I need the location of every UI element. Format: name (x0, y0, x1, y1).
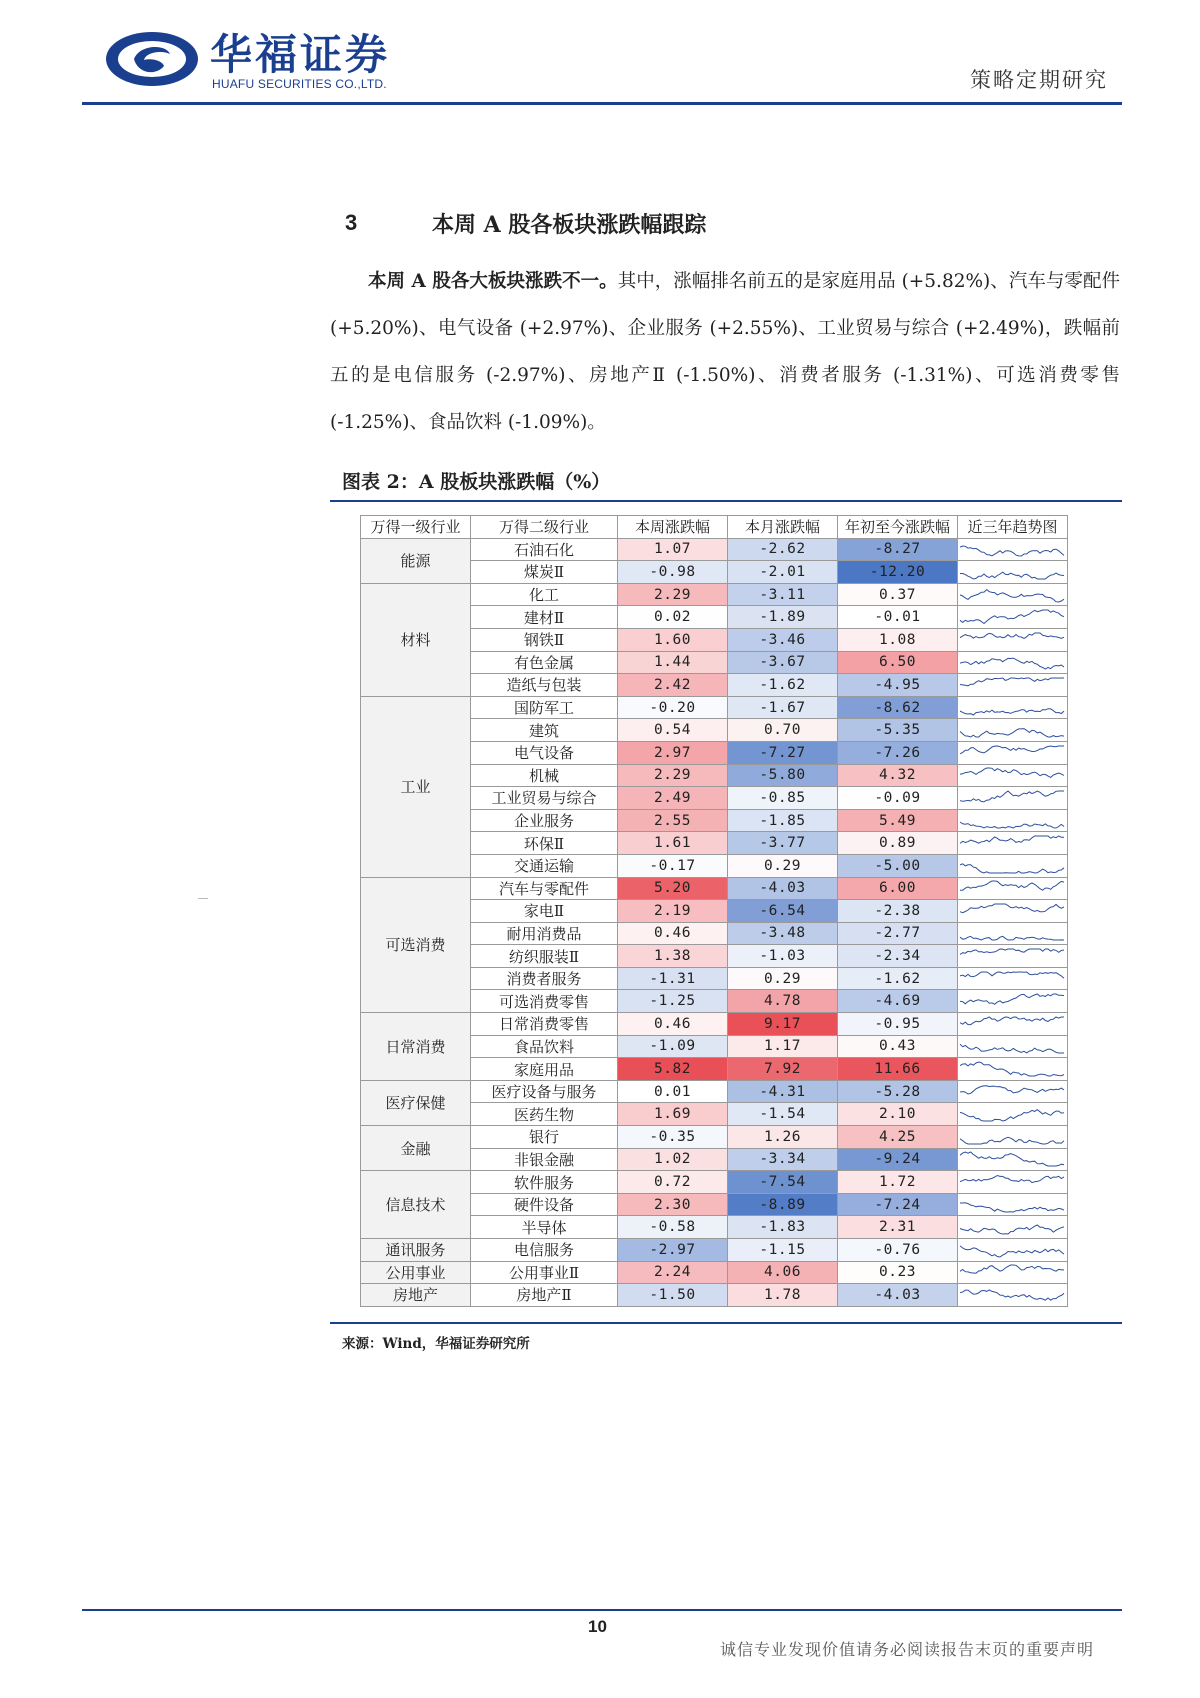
table-row (361, 1239, 1068, 1262)
ytd-change-cell: -2.38 (838, 900, 958, 923)
footer-disclaimer: 诚信专业发现价值请务必阅读报告末页的重要声明 (720, 1640, 1095, 1659)
ytd-change-cell: -4.95 (838, 674, 958, 697)
level1-industry-cell: 金融 (361, 1126, 471, 1171)
month-change-cell: -4.31 (728, 1080, 838, 1103)
week-change-cell: 5.82 (618, 1058, 728, 1081)
level2-industry-cell: 可选消费零售 (471, 990, 618, 1013)
column-header: 近三年趋势图 (958, 516, 1068, 539)
level2-industry-cell: 企业服务 (471, 809, 618, 832)
month-change-cell: -1.62 (728, 674, 838, 697)
ytd-change-cell: 2.10 (838, 1103, 958, 1126)
month-change-cell: 0.70 (728, 719, 838, 742)
table-row (361, 1126, 1068, 1149)
week-change-cell: 2.30 (618, 1193, 728, 1216)
ytd-change-cell: -12.20 (838, 561, 958, 584)
week-change-cell: -0.20 (618, 696, 728, 719)
three-year-trend-sparkline (958, 1103, 1068, 1126)
ytd-change-cell: -9.24 (838, 1148, 958, 1171)
week-change-cell: -0.98 (618, 561, 728, 584)
month-change-cell: -3.34 (728, 1148, 838, 1171)
level2-industry-cell: 日常消费零售 (471, 1013, 618, 1036)
month-change-cell: -0.85 (728, 787, 838, 810)
level2-industry-cell: 消费者服务 (471, 967, 618, 990)
level2-industry-cell: 半导体 (471, 1216, 618, 1239)
week-change-cell: 0.02 (618, 606, 728, 629)
ytd-change-cell: 6.50 (838, 651, 958, 674)
level2-industry-cell: 石油石化 (471, 538, 618, 561)
week-change-cell: -1.09 (618, 1035, 728, 1058)
month-change-cell: 0.29 (728, 854, 838, 877)
ytd-change-cell: -0.95 (838, 1013, 958, 1036)
month-change-cell: -4.03 (728, 877, 838, 900)
ytd-change-cell: -2.34 (838, 945, 958, 968)
three-year-trend-sparkline (958, 1284, 1068, 1307)
sector-performance-table-wrap (360, 515, 1068, 1307)
level1-industry-cell: 能源 (361, 538, 471, 583)
level1-industry-cell: 通讯服务 (361, 1239, 471, 1262)
three-year-trend-sparkline (958, 696, 1068, 719)
table-row (361, 1080, 1068, 1103)
three-year-trend-sparkline (958, 1035, 1068, 1058)
three-year-trend-sparkline (958, 764, 1068, 787)
week-change-cell: -1.31 (618, 967, 728, 990)
week-change-cell: 1.07 (618, 538, 728, 561)
ytd-change-cell: -7.26 (838, 741, 958, 764)
three-year-trend-sparkline (958, 832, 1068, 855)
three-year-trend-sparkline (958, 809, 1068, 832)
ytd-change-cell: -4.03 (838, 1284, 958, 1307)
week-change-cell: 2.24 (618, 1261, 728, 1284)
three-year-trend-sparkline (958, 1058, 1068, 1081)
three-year-trend-sparkline (958, 877, 1068, 900)
level2-industry-cell: 医疗设备与服务 (471, 1080, 618, 1103)
figure-title: 图表 2：A 股板块涨跌幅（%） (342, 471, 611, 493)
week-change-cell: 1.44 (618, 651, 728, 674)
week-change-cell: 2.19 (618, 900, 728, 923)
month-change-cell: 0.29 (728, 967, 838, 990)
level2-industry-cell: 医药生物 (471, 1103, 618, 1126)
three-year-trend-sparkline (958, 538, 1068, 561)
month-change-cell: -2.62 (728, 538, 838, 561)
week-change-cell: 1.02 (618, 1148, 728, 1171)
three-year-trend-sparkline (958, 583, 1068, 606)
month-change-cell: 1.26 (728, 1126, 838, 1149)
level1-industry-cell: 日常消费 (361, 1013, 471, 1081)
level2-industry-cell: 有色金属 (471, 651, 618, 674)
level1-industry-cell: 房地产 (361, 1284, 471, 1307)
week-change-cell: -0.58 (618, 1216, 728, 1239)
level2-industry-cell: 家电Ⅱ (471, 900, 618, 923)
document-type: 策略定期研究 (970, 68, 1108, 92)
level2-industry-cell: 建材Ⅱ (471, 606, 618, 629)
table-row (361, 1171, 1068, 1194)
ytd-change-cell: 4.32 (838, 764, 958, 787)
level1-industry-cell: 材料 (361, 583, 471, 696)
table-row (361, 1284, 1068, 1307)
ytd-change-cell: -5.28 (838, 1080, 958, 1103)
ytd-change-cell: 1.72 (838, 1171, 958, 1194)
week-change-cell: 0.72 (618, 1171, 728, 1194)
three-year-trend-sparkline (958, 1148, 1068, 1171)
ytd-change-cell: -8.62 (838, 696, 958, 719)
three-year-trend-sparkline (958, 922, 1068, 945)
level2-industry-cell: 公用事业Ⅱ (471, 1261, 618, 1284)
ytd-change-cell: 1.08 (838, 628, 958, 651)
level2-industry-cell: 食品饮料 (471, 1035, 618, 1058)
paragraph-body: 其中，涨幅排名前五的是家庭用品 (+5.82%)、汽车与零配件 (+5.20%)、电气设备 (+2.97%)、企业服务 (+2.55%)、工业贸易与综合 (+2.49%)，跌幅前五的是电信服务 (-2.97%)、房地产Ⅱ (-1.50%)、消费者服务 (-1.31%)、可选消费零售 (-1.25%)、食品饮料 (-1.09%)。 (330, 271, 1120, 433)
month-change-cell: -3.77 (728, 832, 838, 855)
column-header: 本月涨跌幅 (728, 516, 838, 539)
month-change-cell: -1.15 (728, 1239, 838, 1262)
month-change-cell: -1.03 (728, 945, 838, 968)
level1-industry-cell: 工业 (361, 696, 471, 877)
ytd-change-cell: -4.69 (838, 990, 958, 1013)
ytd-change-cell: -7.24 (838, 1193, 958, 1216)
month-change-cell: 1.78 (728, 1284, 838, 1307)
week-change-cell: 1.60 (618, 628, 728, 651)
three-year-trend-sparkline (958, 1216, 1068, 1239)
sector-performance-table (360, 515, 1068, 1307)
level2-industry-cell: 家庭用品 (471, 1058, 618, 1081)
month-change-cell: -1.54 (728, 1103, 838, 1126)
three-year-trend-sparkline (958, 900, 1068, 923)
section-title: 本周 A 股各板块涨跌幅跟踪 (432, 212, 707, 238)
ytd-change-cell: 0.43 (838, 1035, 958, 1058)
week-change-cell: 0.46 (618, 1013, 728, 1036)
level2-industry-cell: 煤炭Ⅱ (471, 561, 618, 584)
week-change-cell: -1.50 (618, 1284, 728, 1307)
month-change-cell: -3.67 (728, 651, 838, 674)
table-header-row (361, 516, 1068, 539)
paragraph-lead: 本周 A 股各大板块涨跌不一。 (368, 271, 618, 292)
level2-industry-cell: 工业贸易与综合 (471, 787, 618, 810)
month-change-cell: -5.80 (728, 764, 838, 787)
month-change-cell: 9.17 (728, 1013, 838, 1036)
level2-industry-cell: 硬件设备 (471, 1193, 618, 1216)
figure-bottom-rule (330, 1322, 1122, 1324)
header-divider (82, 102, 1122, 105)
week-change-cell: -1.25 (618, 990, 728, 1013)
summary-paragraph (330, 258, 1120, 446)
three-year-trend-sparkline (958, 1193, 1068, 1216)
week-change-cell: 2.97 (618, 741, 728, 764)
level1-industry-cell: 公用事业 (361, 1261, 471, 1284)
level2-industry-cell: 交通运输 (471, 854, 618, 877)
ytd-change-cell: 11.66 (838, 1058, 958, 1081)
section-number: 3 (345, 210, 358, 235)
ytd-change-cell: 5.49 (838, 809, 958, 832)
level2-industry-cell: 耐用消费品 (471, 922, 618, 945)
logo-english-name: HUAFU SECURITIES CO.,LTD. (212, 77, 387, 91)
month-change-cell: -7.54 (728, 1171, 838, 1194)
ytd-change-cell: 4.25 (838, 1126, 958, 1149)
month-change-cell: -6.54 (728, 900, 838, 923)
week-change-cell: -2.97 (618, 1239, 728, 1262)
page-number: 10 (588, 1617, 607, 1636)
ytd-change-cell: -8.27 (838, 538, 958, 561)
three-year-trend-sparkline (958, 1261, 1068, 1284)
three-year-trend-sparkline (958, 628, 1068, 651)
month-change-cell: -2.01 (728, 561, 838, 584)
week-change-cell: 0.54 (618, 719, 728, 742)
table-row (361, 877, 1068, 900)
ytd-change-cell: -0.76 (838, 1239, 958, 1262)
three-year-trend-sparkline (958, 967, 1068, 990)
ytd-change-cell: 0.23 (838, 1261, 958, 1284)
three-year-trend-sparkline (958, 854, 1068, 877)
month-change-cell: -3.46 (728, 628, 838, 651)
level2-industry-cell: 银行 (471, 1126, 618, 1149)
margin-mark (198, 898, 208, 899)
three-year-trend-sparkline (958, 674, 1068, 697)
month-change-cell: -8.89 (728, 1193, 838, 1216)
three-year-trend-sparkline (958, 787, 1068, 810)
week-change-cell: 1.61 (618, 832, 728, 855)
week-change-cell: 1.69 (618, 1103, 728, 1126)
level2-industry-cell: 软件服务 (471, 1171, 618, 1194)
month-change-cell: -3.48 (728, 922, 838, 945)
week-change-cell: 2.29 (618, 583, 728, 606)
three-year-trend-sparkline (958, 606, 1068, 629)
week-change-cell: 2.29 (618, 764, 728, 787)
column-header: 万得二级行业 (471, 516, 618, 539)
week-change-cell: 2.55 (618, 809, 728, 832)
month-change-cell: -1.83 (728, 1216, 838, 1239)
ytd-change-cell: -0.09 (838, 787, 958, 810)
week-change-cell: 2.49 (618, 787, 728, 810)
level2-industry-cell: 造纸与包装 (471, 674, 618, 697)
three-year-trend-sparkline (958, 651, 1068, 674)
three-year-trend-sparkline (958, 945, 1068, 968)
logo-chinese-name: 华福证券 (210, 30, 391, 79)
week-change-cell: 1.38 (618, 945, 728, 968)
three-year-trend-sparkline (958, 741, 1068, 764)
level2-industry-cell: 环保Ⅱ (471, 832, 618, 855)
week-change-cell: 0.01 (618, 1080, 728, 1103)
column-header: 年初至今涨跌幅 (838, 516, 958, 539)
three-year-trend-sparkline (958, 1126, 1068, 1149)
month-change-cell: -1.67 (728, 696, 838, 719)
level2-industry-cell: 建筑 (471, 719, 618, 742)
week-change-cell: -0.17 (618, 854, 728, 877)
month-change-cell: -3.11 (728, 583, 838, 606)
figure-source: 来源：Wind，华福证券研究所 (342, 1336, 530, 1352)
ytd-change-cell: -1.62 (838, 967, 958, 990)
month-change-cell: 4.78 (728, 990, 838, 1013)
week-change-cell: 0.46 (618, 922, 728, 945)
level2-industry-cell: 国防军工 (471, 696, 618, 719)
three-year-trend-sparkline (958, 990, 1068, 1013)
month-change-cell: -1.89 (728, 606, 838, 629)
table-row (361, 696, 1068, 719)
three-year-trend-sparkline (958, 561, 1068, 584)
month-change-cell: 1.17 (728, 1035, 838, 1058)
level2-industry-cell: 非银金融 (471, 1148, 618, 1171)
level2-industry-cell: 钢铁Ⅱ (471, 628, 618, 651)
ytd-change-cell: -0.01 (838, 606, 958, 629)
three-year-trend-sparkline (958, 1013, 1068, 1036)
level2-industry-cell: 汽车与零配件 (471, 877, 618, 900)
ytd-change-cell: -5.00 (838, 854, 958, 877)
three-year-trend-sparkline (958, 719, 1068, 742)
ytd-change-cell: 2.31 (838, 1216, 958, 1239)
month-change-cell: -7.27 (728, 741, 838, 764)
figure-top-rule (330, 500, 1122, 502)
month-change-cell: 4.06 (728, 1261, 838, 1284)
week-change-cell: 2.42 (618, 674, 728, 697)
level1-industry-cell: 可选消费 (361, 877, 471, 1013)
column-header: 本周涨跌幅 (618, 516, 728, 539)
column-header: 万得一级行业 (361, 516, 471, 539)
week-change-cell: -0.35 (618, 1126, 728, 1149)
ytd-change-cell: 6.00 (838, 877, 958, 900)
footer-divider (82, 1609, 1122, 1611)
level2-industry-cell: 房地产Ⅱ (471, 1284, 618, 1307)
table-row (361, 1261, 1068, 1284)
three-year-trend-sparkline (958, 1080, 1068, 1103)
table-row (361, 538, 1068, 561)
ytd-change-cell: 0.89 (838, 832, 958, 855)
table-row (361, 583, 1068, 606)
table-row (361, 1013, 1068, 1036)
ytd-change-cell: -2.77 (838, 922, 958, 945)
ytd-change-cell: -5.35 (838, 719, 958, 742)
month-change-cell: -1.85 (728, 809, 838, 832)
level1-industry-cell: 信息技术 (361, 1171, 471, 1239)
level2-industry-cell: 化工 (471, 583, 618, 606)
three-year-trend-sparkline (958, 1171, 1068, 1194)
company-logo-icon (104, 30, 200, 88)
level2-industry-cell: 机械 (471, 764, 618, 787)
level1-industry-cell: 医疗保健 (361, 1080, 471, 1125)
level2-industry-cell: 纺织服装Ⅱ (471, 945, 618, 968)
level2-industry-cell: 电气设备 (471, 741, 618, 764)
week-change-cell: 5.20 (618, 877, 728, 900)
level2-industry-cell: 电信服务 (471, 1239, 618, 1262)
ytd-change-cell: 0.37 (838, 583, 958, 606)
three-year-trend-sparkline (958, 1239, 1068, 1262)
month-change-cell: 7.92 (728, 1058, 838, 1081)
